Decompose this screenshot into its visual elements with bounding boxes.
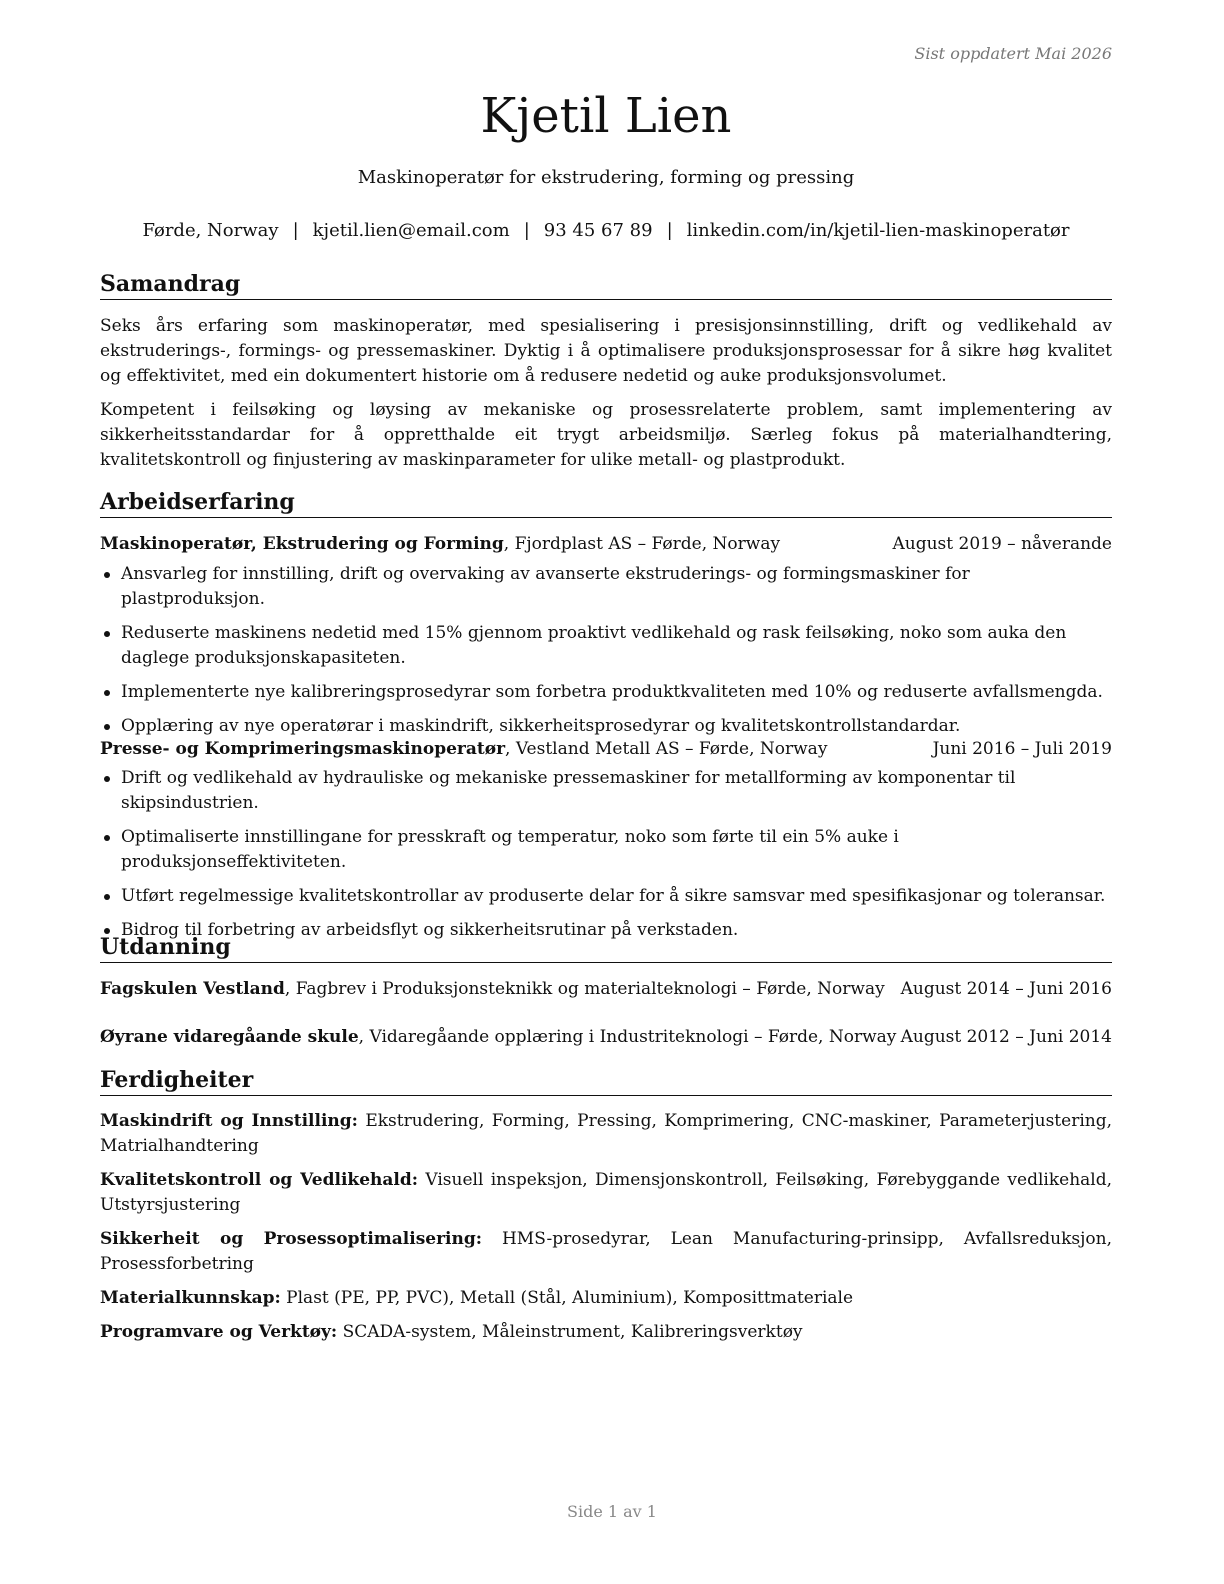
skill-row (100, 1168, 1112, 1218)
bullet-item: Bidrog til forbetring av arbeidsflyt og sikkerheitsrutinar på verkstaden. (100, 918, 1116, 943)
job-bullets (100, 766, 1116, 952)
email-link[interactable]: kjetil.lien@email.com (312, 220, 510, 241)
job-role: Presse- og Komprimeringsmaskinoperatør (100, 739, 506, 759)
job-company: , Vestland Metall AS – Førde, Norway (505, 739, 828, 759)
education-detail: , Vidaregåande opplæring i Industriteknologi – Førde, Norway (358, 1027, 897, 1047)
skill-label: Sikkerheit og Prosessoptimalisering: (100, 1229, 483, 1249)
section-title-summary: Samandrag (100, 270, 1112, 300)
contact-line (100, 220, 1112, 241)
bullet-item: Ansvarleg for innstilling, drift og overvaking av avanserte ekstruderings- og formingsmaskiner for plastproduksjon. (100, 562, 1116, 612)
skill-value: SCADA-system, Måleinstrument, Kalibreringsverktøy (337, 1322, 803, 1342)
job-header (100, 532, 1112, 557)
skill-label: Maskindrift og Innstilling: (100, 1111, 358, 1131)
education-entry (100, 977, 1112, 1002)
skill-value: Ekstrudering, Forming, Pressing, Komprimering, CNC-maskiner, Parameterjustering, Matrialhandtering (100, 1111, 1112, 1156)
page-number: Side 1 av 1 (567, 1502, 657, 1521)
bullet-item: Optimaliserte innstillingane for presskraft og temperatur, noko som førte til ein 5% auke i produksjonseffektiviteten. (100, 825, 1116, 875)
education-dates: August 2012 – Juni 2014 (900, 1027, 1112, 1047)
skill-label: Kvalitetskontroll og Vedlikehald: (100, 1170, 419, 1190)
job-company: , Fjordplast AS – Førde, Norway (503, 534, 781, 554)
phone: 93 45 67 89 (543, 220, 653, 241)
separator: | (523, 220, 530, 241)
separator: | (292, 220, 299, 241)
skill-value: HMS-prosedyrar, Lean Manufacturing-prinsipp, Avfallsreduksjon, Prosessforbetring (100, 1229, 1113, 1274)
education-dates: August 2014 – Juni 2016 (900, 979, 1112, 999)
section-title-skills: Ferdigheiter (100, 1066, 1112, 1096)
job-bullets (100, 562, 1116, 748)
section-title-education: Utdanning (100, 933, 1112, 963)
skill-label: Materialkunnskap: (100, 1288, 281, 1308)
job-header (100, 737, 1112, 762)
skill-row (100, 1109, 1112, 1159)
skill-value: Plast (PE, PP, PVC), Metall (Stål, Aluminium), Komposittmateriale (280, 1288, 854, 1308)
skill-row (100, 1286, 1112, 1311)
linkedin-link[interactable]: linkedin.com/in/kjetil-lien-maskinoperatør (686, 220, 1070, 241)
skill-row (100, 1227, 1112, 1277)
skill-label: Programvare og Verktøy: (100, 1322, 338, 1342)
education-detail: , Fagbrev i Produksjonsteknikk og materialteknologi – Førde, Norway (284, 979, 885, 999)
school-name: Fagskulen Vestland (100, 979, 285, 999)
job-role: Maskinoperatør, Ekstrudering og Forming (100, 534, 504, 554)
school-name: Øyrane vidaregåande skule (100, 1027, 359, 1047)
education-entry (100, 1025, 1112, 1050)
job-title: Maskinoperatør for ekstrudering, forming og pressing (357, 167, 855, 188)
skill-row (100, 1320, 1112, 1345)
separator: | (666, 220, 673, 241)
location: Førde, Norway (142, 220, 279, 241)
summary-paragraph: Seks års erfaring som maskinoperatør, med spesialisering i presisjonsinnstilling, drift og vedlikehald av ekstruderings-, formings- og pressemaskiner. Dyktig i å optimalisere produksjonsprosessar for å sikre høg kvalitet og effektivitet, med ein dokumentert historie om å redusere nedetid og auke produksjonsvolumet. (100, 316, 1112, 386)
last-updated: Sist oppdatert Mai 2026 (914, 44, 1112, 63)
skill-value: Visuell inspeksjon, Dimensjonskontroll, Feilsøking, Førebyggande vedlikehald, Utstyrsjustering (100, 1170, 1112, 1215)
job-dates: August 2019 – nåverande (892, 534, 1112, 554)
bullet-item: Opplæring av nye operatørar i maskindrift, sikkerheitsprosedyrar og kvalitetskontrollstandardar. (100, 714, 1116, 739)
bullet-item: Utført regelmessige kvalitetskontrollar av produserte delar for å sikre samsvar med spesifikasjonar og toleransar. (100, 884, 1116, 909)
job-dates: Juni 2016 – Juli 2019 (932, 739, 1112, 759)
bullet-item: Drift og vedlikehald av hydrauliske og mekaniske pressemaskiner for metallforming av komponentar til skipsindustrien. (100, 766, 1116, 816)
bullet-item: Implementerte nye kalibreringsprosedyrar som forbetra produktkvaliteten med 10% og reduserte avfallsmengda. (100, 680, 1116, 705)
bullet-item: Reduserte maskinens nedetid med 15% gjennom proaktivt vedlikehald og rask feilsøking, noko som auka den daglege produksjonskapasiteten. (100, 621, 1116, 671)
candidate-name: Kjetil Lien (480, 88, 732, 144)
section-title-experience: Arbeidserfaring (100, 488, 1112, 518)
summary-paragraph: Kompetent i feilsøking og løysing av mekaniske og prosessrelaterte problem, samt implementering av sikkerheitsstandardar for å oppretthalde eit trygt arbeidsmiljø. Særleg fokus på materialhandtering, kvalitetskontroll og finjustering av maskinparameter for ulike metall- og plastprodukt. (100, 400, 1112, 470)
